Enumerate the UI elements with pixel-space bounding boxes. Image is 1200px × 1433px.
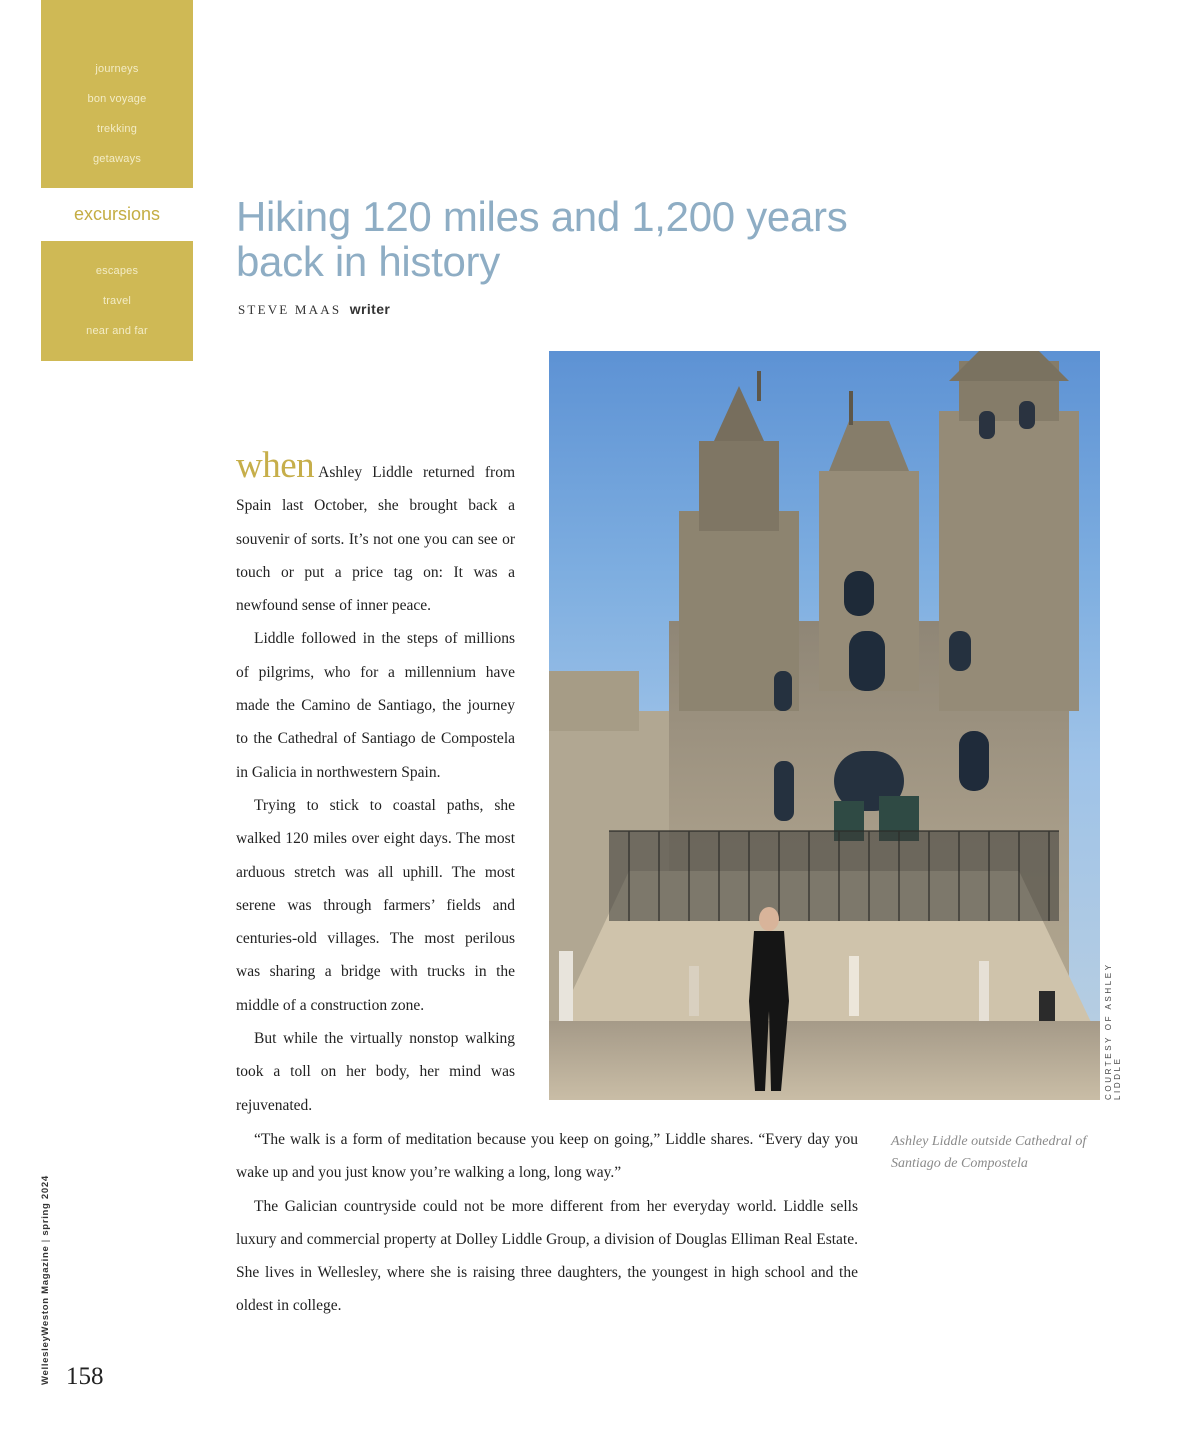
photo-credit: COURTESY OF ASHLEY LIDDLE (1104, 962, 1122, 1100)
cathedral-illustration (549, 351, 1100, 1100)
article-body-narrow (236, 445, 515, 1122)
nav-item-bon-voyage: bon voyage (87, 93, 147, 105)
paragraph-2: Liddle followed in the steps of millions of pilgrims, who for a millennium have made the Camino de Santiago, the journey to the Cathedral of Santiago de Compostela in Galicia in northwestern Spain. (236, 630, 515, 781)
nav-item-getaways: getaways (92, 153, 142, 165)
photo-caption: Ashley Liddle outside Cathedral of Santiago de Compostela (891, 1134, 1087, 1171)
nav-item-escapes: escapes (95, 265, 139, 277)
nav-current-section: excursions (73, 204, 161, 224)
paragraph-3: Trying to stick to coastal paths, she walked 120 miles over eight days. The most arduous stretch was all uphill. The most serene was through farmers’ fields and centuries-old villages. The most perilous was sharing a bridge with trucks in the middle of a construction zone. (236, 796, 515, 1014)
author-name: STEVE MAAS (238, 302, 342, 317)
byline (238, 301, 390, 318)
magazine-folio (40, 1155, 54, 1385)
paragraph-6: The Galician countryside could not be more different from her everyday world. Liddle sells luxury and commercial property at Dolley Liddle Group, a division of Douglas Elliman Real Estate. She lives in Wellesley, where she is raising three daughters, the youngest in high school and the oldest in college. (236, 1197, 858, 1315)
article-headline (236, 194, 996, 284)
nav-item-travel: travel (102, 295, 132, 307)
headline-line-2: back in history (236, 238, 500, 285)
paragraph-4: But while the virtually nonstop walking took a toll on her body, her mind was rejuvenated. (236, 1030, 515, 1114)
headline-line-1: Hiking 120 miles and 1,200 years (236, 193, 848, 240)
article-body-wide (236, 1123, 858, 1323)
folio-separator: | (40, 1239, 51, 1243)
page-number: 158 (66, 1363, 104, 1390)
drop-word: when (236, 445, 315, 486)
nav-item-trekking: trekking (96, 123, 138, 135)
author-role: writer (349, 301, 391, 317)
section-nav-top (41, 0, 193, 188)
section-nav-bottom (41, 241, 193, 361)
paragraph-1 (236, 445, 515, 622)
paragraph-1-text: Ashley Liddle returned from Spain last October, she brought back a souvenir of sorts. It’s not one you can see or touch or put a price tag on: It was a newfound sense of inner peace. (236, 464, 515, 615)
nav-item-near-and-far: near and far (86, 325, 148, 337)
issue-date: spring 2024 (40, 1175, 51, 1236)
nav-item-journeys: journeys (95, 63, 139, 75)
paragraph-5: “The walk is a form of meditation because you keep on going,” Liddle shares. “Every day you wake up and you just know you’re walking a long, long way.” (236, 1131, 858, 1182)
cathedral-photo (549, 351, 1100, 1100)
magazine-name: WellesleyWeston Magazine (40, 1245, 51, 1385)
